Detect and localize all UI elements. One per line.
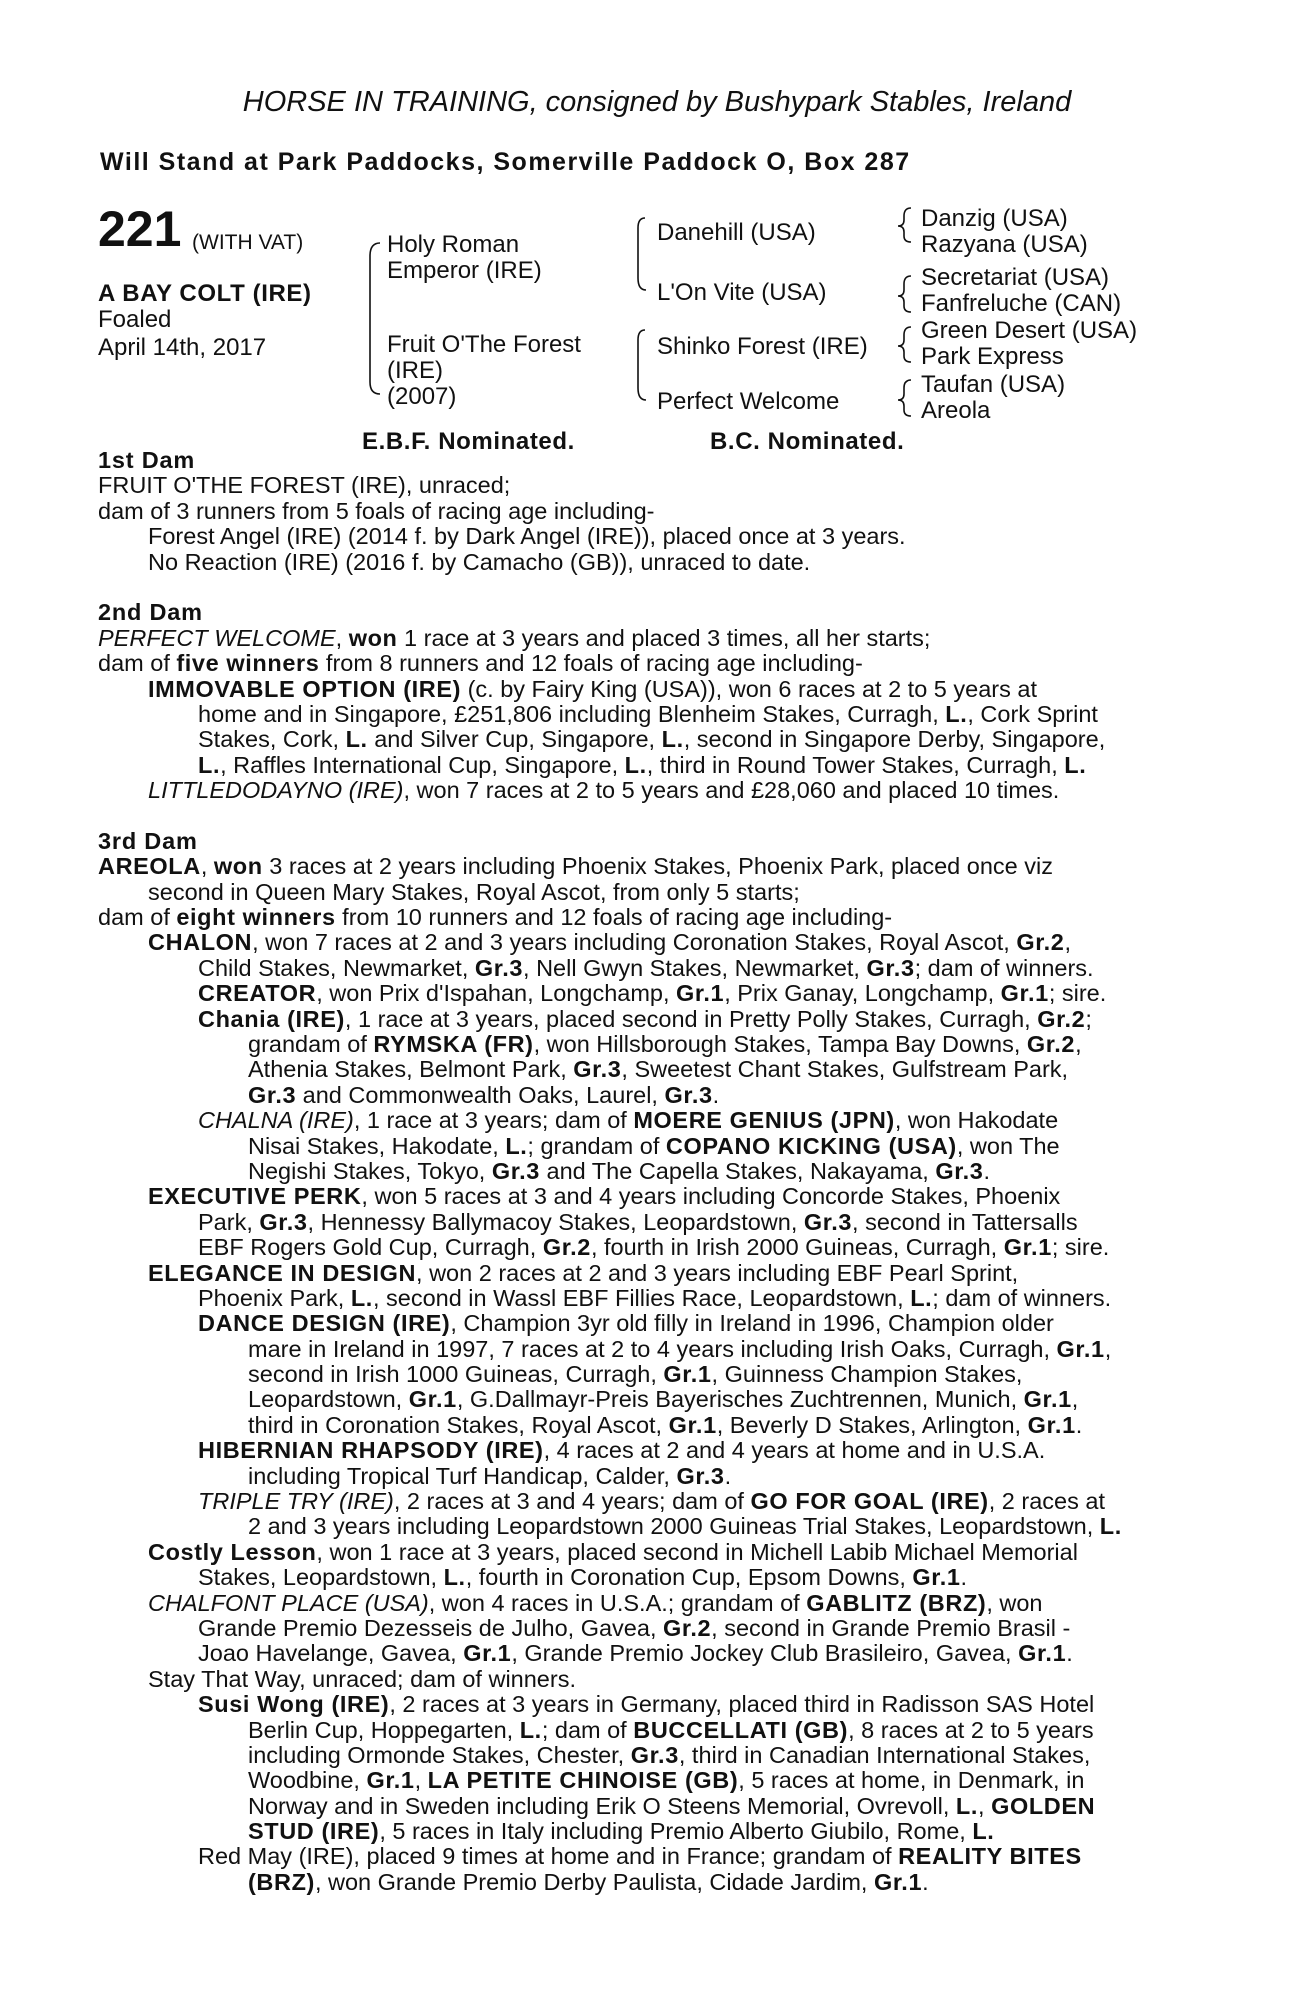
- lot-number: 221: [98, 201, 182, 257]
- text-segment: Gr.3: [573, 1056, 622, 1083]
- text-segment: Gr.1: [663, 1361, 712, 1388]
- text-segment: L.: [945, 700, 968, 727]
- text-segment: Gr.2: [663, 1614, 712, 1641]
- text-segment: GO FOR GOAL (IRE): [750, 1488, 989, 1515]
- pedigree-sire-sire: Danehill (USA): [657, 219, 816, 246]
- text-line: [98, 1616, 1218, 1641]
- text-segment: , 2 races at 3 and 4 years; dam of: [393, 1488, 751, 1515]
- text-segment: Chania (IRE): [198, 1005, 345, 1032]
- text-line: [98, 1565, 1218, 1590]
- text-segment: Gr.1: [366, 1767, 415, 1794]
- text-segment: L.: [661, 726, 684, 753]
- text-segment: ; grandam of: [527, 1132, 666, 1159]
- text-segment: five winners: [176, 650, 320, 677]
- text-segment: , won 2 races at 2 and 3 years including EBF Pearl Sprint,: [416, 1259, 1019, 1286]
- text-segment: , won The: [956, 1132, 1060, 1159]
- text-line: [98, 981, 1218, 1006]
- text-line: [98, 956, 1218, 981]
- text-segment: Athenia Stakes, Belmont Park,: [248, 1056, 574, 1083]
- text-segment: Gr.1: [873, 1868, 923, 1895]
- text-segment: Berlin Cup, Hoppegarten,: [248, 1716, 520, 1743]
- text-segment: ; sire.: [1048, 980, 1107, 1007]
- text-segment: , won Hakodate: [894, 1107, 1059, 1134]
- text-segment: , 5 races at home, in Denmark, in: [738, 1767, 1085, 1794]
- pedigree-dam-line: Fruit O'The Forest: [387, 331, 581, 358]
- text-segment: , Grande Premio Jockey Club Brasileiro, Gavea,: [511, 1640, 1019, 1667]
- text-segment: 2nd Dam: [98, 599, 203, 626]
- text-segment: ,: [1071, 1386, 1079, 1413]
- text-segment: home and in Singapore, £251,806 including Blenheim Stakes, Curragh,: [198, 700, 946, 727]
- text-segment: , second in Wassl EBF Fillies Race, Leopardstown,: [372, 1284, 911, 1311]
- text-line: [98, 1794, 1218, 1819]
- text-line: [98, 1438, 1218, 1463]
- section-heading: [98, 448, 1218, 473]
- text-segment: , Hennessy Ballymacoy Stakes, Leopardstown,: [307, 1208, 804, 1235]
- text-line: [98, 1718, 1218, 1743]
- text-segment: Gr.1: [668, 1411, 717, 1438]
- text-segment: , won Grande Premio Derby Paulista, Cidade Jardim,: [314, 1868, 874, 1895]
- text-line: [98, 753, 1218, 778]
- pedigree-g1: Danzig (USA): [921, 205, 1068, 232]
- text-segment: EXECUTIVE PERK: [148, 1183, 362, 1210]
- text-segment: 3rd Dam: [98, 827, 198, 854]
- text-segment: Gr.3: [935, 1157, 984, 1184]
- text-line: [98, 1514, 1218, 1539]
- text-segment: .: [712, 1081, 720, 1108]
- text-line: [98, 1184, 1218, 1209]
- text-segment: , 8 races at 2 to 5 years: [848, 1716, 1094, 1743]
- text-line: [98, 1489, 1218, 1514]
- pedigree-sire-line: Emperor (IRE): [387, 257, 542, 284]
- text-line: [98, 1692, 1218, 1717]
- text-segment: , won 1 race at 3 years, placed second in Michell Labib Michael Memorial: [316, 1538, 1078, 1565]
- text-segment: Gr.1: [1000, 980, 1049, 1007]
- text-segment: Gr.3: [259, 1208, 308, 1235]
- text-line: [98, 677, 1218, 702]
- text-segment: won: [348, 624, 398, 651]
- text-segment: Leopardstown,: [248, 1386, 409, 1413]
- text-line: [98, 1870, 1218, 1895]
- text-segment: and Silver Cup, Singapore,: [367, 726, 662, 753]
- text-line: [98, 1032, 1218, 1057]
- text-segment: , won 7 races at 2 to 5 years and £28,060 and placed 10 times.: [403, 777, 1060, 804]
- text-segment: .: [960, 1564, 968, 1591]
- text-segment: ,: [200, 853, 214, 880]
- text-segment: ELEGANCE IN DESIGN: [148, 1259, 417, 1286]
- text-segment: Gr.3: [248, 1081, 297, 1108]
- text-segment: Gr.1: [1018, 1640, 1067, 1667]
- text-segment: Gr.3: [474, 954, 524, 981]
- text-segment: Gr.3: [803, 1208, 853, 1235]
- text-segment: Gr.3: [491, 1157, 540, 1184]
- text-segment: ,: [978, 1792, 992, 1819]
- text-segment: , won 7 races at 2 and 3 years including Coronation Stakes, Royal Ascot,: [252, 929, 1017, 956]
- foaled-date: April 14th, 2017: [98, 334, 267, 361]
- text-segment: CREATOR: [198, 980, 317, 1007]
- text-segment: .: [1066, 1640, 1073, 1667]
- pedigree-dam-line: (2007): [387, 383, 457, 410]
- text-segment: GABLITZ (BRZ): [806, 1589, 987, 1616]
- text-segment: L.: [1064, 751, 1087, 778]
- text-segment: eight winners: [176, 904, 336, 931]
- text-segment: , won Prix d'Ispahan, Longchamp,: [316, 980, 677, 1007]
- text-segment: and Commonwealth Oaks, Laurel,: [296, 1081, 665, 1108]
- text-segment: second in Irish 1000 Guineas, Curragh,: [248, 1361, 664, 1388]
- text-segment: , won 5 races at 3 and 4 years including Concorde Stakes, Phoenix: [361, 1183, 1061, 1210]
- text-segment: Stakes, Cork,: [198, 726, 346, 753]
- text-line: [98, 1134, 1218, 1159]
- text-segment: including Ormonde Stakes, Chester,: [248, 1741, 631, 1768]
- text-segment: LITTLEDODAYNO (IRE): [148, 777, 404, 804]
- text-segment: , Nell Gwyn Stakes, Newmarket,: [523, 954, 867, 981]
- text-segment: DANCE DESIGN (IRE): [198, 1310, 451, 1337]
- text-segment: 3 races at 2 years including Phoenix Stakes, Phoenix Park, placed once viz: [262, 853, 1053, 880]
- text-line: [98, 880, 1218, 905]
- text-segment: , third in Round Tower Stakes, Curragh,: [646, 751, 1065, 778]
- text-segment: and The Capella Stakes, Nakayama,: [539, 1157, 936, 1184]
- pedigree-dam-dam: Perfect Welcome: [657, 388, 840, 415]
- text-line: [98, 1768, 1218, 1793]
- text-segment: Gr.2: [1026, 1030, 1076, 1057]
- text-line: [98, 1362, 1218, 1387]
- ebf-nominated: E.B.F. Nominated.: [362, 428, 575, 455]
- text-segment: .: [724, 1462, 732, 1489]
- text-segment: Gr.1: [463, 1640, 512, 1667]
- text-segment: Gr.1: [1056, 1335, 1105, 1362]
- text-segment: ; dam of winners.: [932, 1284, 1112, 1311]
- text-line: [98, 651, 1218, 676]
- text-segment: ; dam of: [541, 1716, 634, 1743]
- text-segment: HIBERNIAN RHAPSODY (IRE): [198, 1437, 544, 1464]
- text-line: [98, 1641, 1218, 1666]
- text-segment: , 2 races at: [988, 1488, 1105, 1515]
- text-segment: , Sweetest Chant Stakes, Gulfstream Park,: [621, 1056, 1069, 1083]
- text-line: [98, 778, 1218, 803]
- text-segment: , Cork Sprint: [967, 700, 1098, 727]
- text-segment: dam of: [98, 904, 177, 931]
- text-segment: , won Hillsborough Stakes, Tampa Bay Downs,: [533, 1030, 1027, 1057]
- text-segment: , 5 races in Italy including Premio Alberto Giubilo, Rome,: [379, 1818, 973, 1845]
- text-segment: Negishi Stakes, Tokyo,: [248, 1157, 492, 1184]
- text-line: [98, 473, 1218, 498]
- text-segment: Stay That Way, unraced; dam of winners.: [148, 1665, 576, 1692]
- text-segment: , second in Tattersalls: [852, 1208, 1078, 1235]
- text-segment: , second in Singapore Derby, Singapore,: [683, 726, 1106, 753]
- text-segment: , fourth in Irish 2000 Guineas, Curragh,: [590, 1234, 1004, 1261]
- text-line: [98, 1286, 1218, 1311]
- text-segment: Gr.3: [664, 1081, 713, 1108]
- text-line: [98, 1311, 1218, 1336]
- pedigree-g6: Park Express: [921, 343, 1064, 370]
- pedigree-g4: Fanfreluche (CAN): [921, 290, 1122, 317]
- pedigree-g2: Razyana (USA): [921, 231, 1088, 258]
- text-line: [98, 1591, 1218, 1616]
- text-segment: Nisai Stakes, Hakodate,: [248, 1132, 506, 1159]
- text-segment: Gr.1: [1023, 1386, 1072, 1413]
- text-line: [98, 1337, 1218, 1362]
- text-segment: LA PETITE CHINOISE (GB): [427, 1767, 739, 1794]
- pedigree-sire: [387, 232, 542, 284]
- text-segment: CHALFONT PLACE (USA): [148, 1589, 429, 1616]
- text-segment: L.: [505, 1132, 528, 1159]
- pedigree-g7: Taufan (USA): [921, 371, 1066, 398]
- text-segment: Gr.1: [676, 980, 725, 1007]
- text-segment: IMMOVABLE OPTION (IRE): [148, 675, 462, 702]
- section-heading: [98, 600, 1218, 625]
- text-segment: dam of 3 runners from 5 foals of racing age including-: [98, 497, 655, 524]
- text-segment: Forest Angel (IRE) (2014 f. by Dark Angel (IRE)), placed once at 3 years.: [148, 523, 906, 550]
- text-segment: from 10 runners and 12 foals of racing age including-: [335, 904, 893, 931]
- text-segment: , Guinness Champion Stakes,: [711, 1361, 1023, 1388]
- text-segment: CHALON: [148, 929, 253, 956]
- text-segment: L.: [443, 1564, 466, 1591]
- section-heading: [98, 829, 1218, 854]
- pedigree-g8: Areola: [921, 397, 991, 424]
- text-segment: Norway and in Sweden including Erik O Steens Memorial, Ovrevoll,: [248, 1792, 956, 1819]
- text-segment: Park,: [198, 1208, 260, 1235]
- text-segment: , 2 races at 3 years in Germany, placed third in Radisson SAS Hotel: [389, 1691, 1095, 1718]
- text-segment: Joao Havelange, Gavea,: [198, 1640, 464, 1667]
- section-spacer: [98, 803, 1218, 828]
- text-segment: L.: [345, 726, 368, 753]
- text-segment: MOERE GENIUS (JPN): [633, 1107, 895, 1134]
- text-segment: , won: [986, 1589, 1043, 1616]
- text-segment: .: [983, 1157, 991, 1184]
- text-segment: BUCCELLATI (GB): [633, 1716, 849, 1743]
- text-line: [98, 1540, 1218, 1565]
- text-line: [98, 702, 1218, 727]
- text-segment: , 1 race at 3 years, placed second in Pretty Polly Stakes, Curragh,: [344, 1005, 1038, 1032]
- pedigree-g3: Secretariat (USA): [921, 264, 1110, 291]
- text-segment: .: [1075, 1411, 1083, 1438]
- text-line: [98, 1261, 1218, 1286]
- text-segment: PERFECT WELCOME: [98, 624, 336, 651]
- text-segment: GOLDEN: [991, 1792, 1096, 1819]
- text-segment: (BRZ): [248, 1868, 315, 1895]
- text-segment: L.: [519, 1716, 542, 1743]
- text-segment: , G.Dallmayr-Preis Bayerisches Zuchtrennen, Munich,: [456, 1386, 1024, 1413]
- text-segment: , Champion 3yr old filly in Ireland in 1996, Champion older: [450, 1310, 1054, 1337]
- text-segment: FRUIT O'THE FOREST (IRE), unraced;: [98, 472, 511, 499]
- pedigree-dam: [387, 332, 581, 410]
- text-segment: Gr.1: [1027, 1411, 1076, 1438]
- text-segment: , Prix Ganay, Longchamp,: [724, 980, 1001, 1007]
- text-line: [98, 524, 1218, 549]
- text-segment: , Raffles International Cup, Singapore,: [220, 751, 625, 778]
- text-segment: Susi Wong (IRE): [198, 1691, 390, 1718]
- text-segment: Woodbine,: [248, 1767, 367, 1794]
- text-segment: Phoenix Park,: [198, 1284, 351, 1311]
- text-segment: Gr.3: [630, 1741, 679, 1768]
- text-segment: , 1 race at 3 years; dam of: [353, 1107, 634, 1134]
- text-segment: L.: [910, 1284, 933, 1311]
- page-title: HORSE IN TRAINING, consigned by Bushypark Stables, Ireland: [242, 86, 1072, 118]
- text-segment: , third in Canadian International Stakes,: [678, 1741, 1091, 1768]
- text-segment: .: [922, 1868, 929, 1895]
- text-segment: grandam of: [248, 1030, 374, 1057]
- text-line: [98, 1743, 1218, 1768]
- text-segment: Gr.3: [866, 954, 915, 981]
- text-segment: ,: [1075, 1030, 1082, 1057]
- foaled-label: Foaled: [98, 306, 172, 333]
- text-segment: from 8 runners and 12 foals of racing age including-: [319, 650, 863, 677]
- text-line: [98, 1083, 1218, 1108]
- text-segment: mare in Ireland in 1997, 7 races at 2 to 4 years including Irish Oaks, Curragh,: [248, 1335, 1057, 1362]
- text-segment: 2 and 3 years including Leopardstown 2000 Guineas Trial Stakes, Leopardstown,: [248, 1513, 1100, 1540]
- text-line: [98, 626, 1218, 651]
- text-segment: AREOLA: [98, 853, 201, 880]
- pedigree-notes: [98, 448, 1218, 1895]
- text-segment: L.: [350, 1284, 373, 1311]
- text-segment: Grande Premio Dezesseis de Julho, Gavea,: [198, 1614, 664, 1641]
- text-segment: dam of: [98, 650, 177, 677]
- text-segment: Gr.2: [1016, 929, 1065, 956]
- text-line: [98, 1057, 1218, 1082]
- text-segment: L.: [955, 1792, 979, 1819]
- text-segment: TRIPLE TRY (IRE): [198, 1488, 394, 1515]
- text-segment: , second in Grande Premio Brasil -: [711, 1614, 1071, 1641]
- text-segment: 1 race at 3 years and placed 3 times, all her starts;: [397, 624, 931, 651]
- text-segment: Gr.1: [408, 1386, 457, 1413]
- text-line: [98, 1210, 1218, 1235]
- text-segment: second in Queen Mary Stakes, Royal Ascot, from only 5 starts;: [148, 878, 800, 905]
- text-segment: REALITY BITES: [898, 1843, 1082, 1870]
- text-line: [98, 1464, 1218, 1489]
- text-segment: Gr.1: [1003, 1234, 1052, 1261]
- text-segment: ,: [414, 1767, 428, 1794]
- text-segment: CHALNA (IRE): [198, 1107, 354, 1134]
- text-line: [98, 499, 1218, 524]
- text-line: [98, 1844, 1218, 1869]
- text-segment: Gr.3: [676, 1462, 725, 1489]
- text-segment: , fourth in Coronation Cup, Epsom Downs,: [465, 1564, 913, 1591]
- text-segment: Gr.1: [912, 1564, 961, 1591]
- text-segment: Costly Lesson: [148, 1538, 317, 1565]
- pedigree-sire-line: Holy Roman: [387, 231, 520, 258]
- text-segment: Child Stakes, Newmarket,: [198, 954, 475, 981]
- pedigree-dam-sire: Shinko Forest (IRE): [657, 333, 868, 360]
- text-segment: , Beverly D Stakes, Arlington,: [716, 1411, 1028, 1438]
- text-segment: L.: [1099, 1513, 1122, 1540]
- text-segment: Gr.2: [1037, 1005, 1086, 1032]
- text-segment: won: [213, 853, 263, 880]
- text-segment: Gr.2: [542, 1234, 591, 1261]
- text-segment: ,: [335, 624, 349, 651]
- text-line: [98, 1819, 1218, 1844]
- text-segment: , 4 races at 2 and 4 years at home and in U.S.A.: [543, 1437, 1046, 1464]
- text-line: [98, 1007, 1218, 1032]
- text-line: [98, 1387, 1218, 1412]
- text-segment: ,: [1104, 1335, 1112, 1362]
- text-segment: No Reaction (IRE) (2016 f. by Camacho (GB)), unraced to date.: [148, 548, 811, 575]
- text-segment: EBF Rogers Gold Cup, Curragh,: [198, 1234, 543, 1261]
- text-line: [98, 930, 1218, 955]
- section-spacer: [98, 575, 1218, 600]
- pedigree-g5: Green Desert (USA): [921, 317, 1138, 344]
- text-segment: third in Coronation Stakes, Royal Ascot,: [248, 1411, 669, 1438]
- text-segment: COPANO KICKING (USA): [665, 1132, 957, 1159]
- text-segment: ;: [1085, 1005, 1092, 1032]
- text-line: [98, 1413, 1218, 1438]
- bc-nominated: B.C. Nominated.: [710, 428, 905, 455]
- text-line: [98, 550, 1218, 575]
- pedigree-dam-line: (IRE): [387, 357, 443, 384]
- text-segment: ,: [1064, 929, 1071, 956]
- text-line: [98, 727, 1218, 752]
- text-segment: STUD (IRE): [248, 1818, 380, 1845]
- text-segment: Stakes, Leopardstown,: [198, 1564, 444, 1591]
- text-segment: L.: [624, 751, 647, 778]
- text-segment: 1st Dam: [98, 447, 196, 473]
- text-segment: ; sire.: [1051, 1234, 1110, 1261]
- vat-note: (WITH VAT): [192, 231, 304, 254]
- text-line: [98, 1667, 1218, 1692]
- text-segment: including Tropical Turf Handicap, Calder,: [248, 1462, 677, 1489]
- text-segment: RYMSKA (FR): [373, 1030, 534, 1057]
- text-segment: L.: [198, 751, 221, 778]
- text-line: [98, 1108, 1218, 1133]
- text-line: [98, 1159, 1218, 1184]
- text-segment: Red May (IRE), placed 9 times at home and in France; grandam of: [198, 1843, 899, 1870]
- text-line: [98, 854, 1218, 879]
- pedigree-sire-dam: L'On Vite (USA): [657, 279, 827, 306]
- text-segment: (c. by Fairy King (USA)), won 6 races at 2 to 5 years at: [461, 675, 1038, 702]
- lot-description: A BAY COLT (IRE): [98, 280, 312, 307]
- text-segment: L.: [972, 1818, 995, 1845]
- stand-location: Will Stand at Park Paddocks, Somerville Paddock O, Box 287: [100, 148, 911, 176]
- text-line: [98, 1235, 1218, 1260]
- text-segment: , won 4 races in U.S.A.; grandam of: [428, 1589, 807, 1616]
- text-line: [98, 905, 1218, 930]
- text-segment: ; dam of winners.: [914, 954, 1094, 981]
